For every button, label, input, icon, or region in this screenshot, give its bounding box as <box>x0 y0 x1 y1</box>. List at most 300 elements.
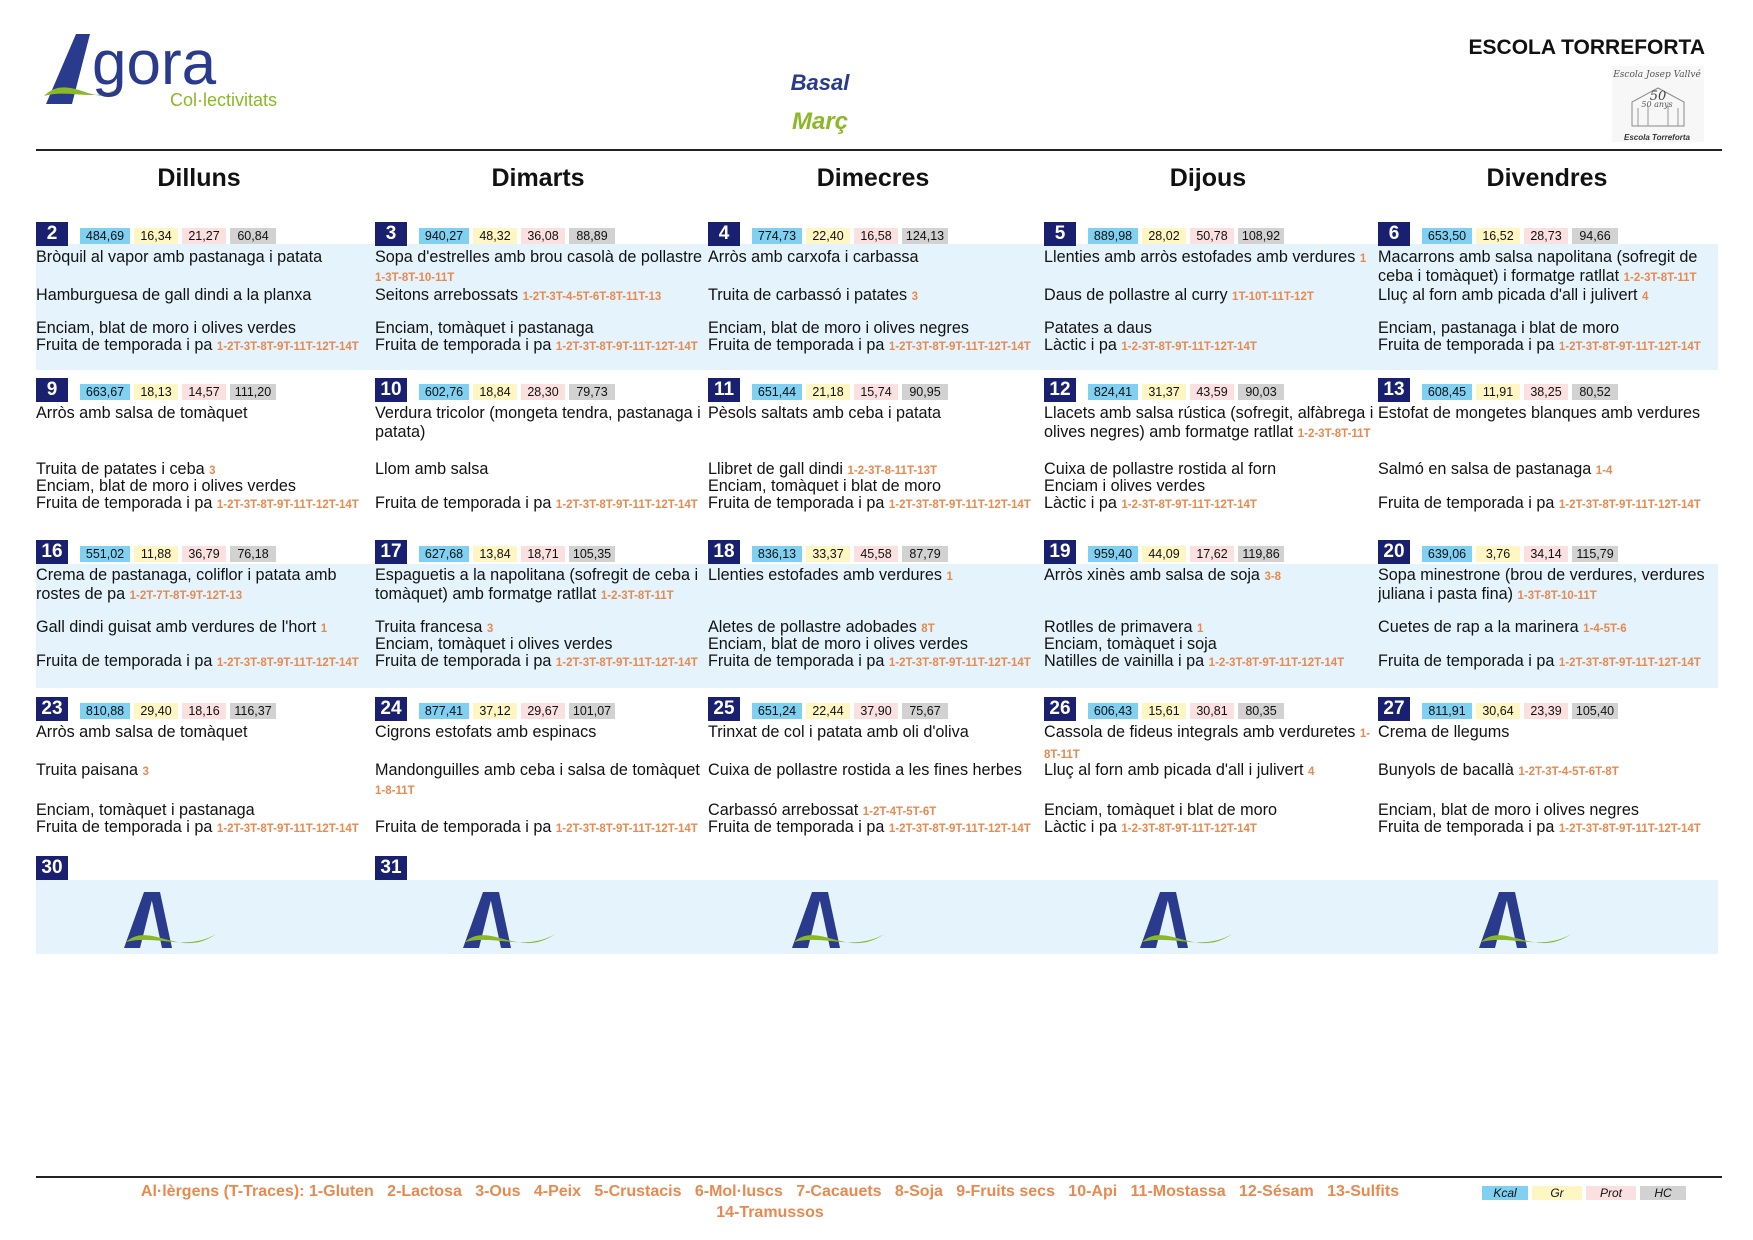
dish-allergens: 1-8T-11T <box>1044 728 1371 761</box>
dish-name: Enciam, blat de moro i olives verdes <box>708 635 969 653</box>
fat-value: 11,88 <box>134 546 178 562</box>
dish-name: Fruita de temporada i pa <box>375 652 552 670</box>
protein-value: 50,78 <box>1190 228 1234 244</box>
dish-item <box>375 723 707 744</box>
dish-name: Fruita de temporada i pa <box>708 494 885 512</box>
dish-allergens: 4 <box>1642 291 1649 303</box>
dish-name: Làctic i pa <box>1044 494 1117 512</box>
fat-value: 22,44 <box>806 703 850 719</box>
dish-name: Hamburguesa de gall dindi a la planxa <box>36 286 312 304</box>
dish-allergens: 1-2-3T-8T-11T <box>1623 272 1697 284</box>
dish-name: Llenties estofades amb verdures <box>708 566 942 584</box>
dish-name: Enciam, tomàquet i blat de moro <box>1044 801 1278 819</box>
allergen-legend-line2: 14-Tramussos <box>716 1204 824 1221</box>
protein-value: 17,62 <box>1190 546 1234 562</box>
kcal-value: 627,68 <box>419 546 469 562</box>
dish-item <box>375 460 707 481</box>
carbs-value: 119,86 <box>1238 546 1284 562</box>
dish-item <box>708 494 1040 515</box>
dish-item <box>1378 286 1710 307</box>
carbs-value: 111,20 <box>230 384 276 400</box>
dish-allergens: 1-2T-3T-8T-9T-11T-12T-14T <box>1558 657 1701 669</box>
day-number: 19 <box>1044 540 1076 564</box>
dish-item <box>1378 404 1710 425</box>
kcal-value: 810,88 <box>80 703 130 719</box>
dish-allergens: 1 <box>1196 623 1204 635</box>
protein-value: 34,14 <box>1524 546 1568 562</box>
dish-name: Gall dindi guisat amb verdures de l'hort <box>36 618 317 636</box>
dish-allergens: 1-2T-3T-8T-9T-11T-12T-14T <box>1558 341 1701 353</box>
diet-type: Basal <box>790 70 850 95</box>
carbs-value: 90,03 <box>1238 384 1284 400</box>
day-header-wednesday: Dimecres <box>816 164 930 192</box>
protein-value: 38,25 <box>1524 384 1568 400</box>
day-cell <box>36 856 368 882</box>
dish-name: Lluç al forn amb picada d'all i julivert <box>1044 761 1304 779</box>
dish-item <box>375 336 707 357</box>
dish-allergens: 1-2T-3T-8T-9T-11T-12T-14T <box>555 341 698 353</box>
legend-hc: HC <box>1640 1186 1686 1200</box>
dish-name: Enciam, tomàquet i blat de moro <box>708 477 942 495</box>
dish-allergens: 1-2-3T-8T-9T-11T-12T-14T <box>1121 341 1257 353</box>
dish-name: Fruita de temporada i pa <box>375 818 552 836</box>
dish-allergens: 1-2T-3T-8T-9T-11T-12T-14T <box>888 657 1031 669</box>
day-number: 24 <box>375 697 407 721</box>
dish-name: Cuixa de pollastre rostida al forn <box>1044 460 1277 478</box>
dish-item <box>1378 723 1710 744</box>
protein-value: 30,81 <box>1190 703 1234 719</box>
dish-allergens: 1-2-3T-8T-9T-11T-12T-14T <box>1208 657 1345 669</box>
allergen-legend-line1: Al·lèrgens (T-Traces): 1-Gluten 2-Lactosa 3-Ous 4-Peix 5-Crustacis 6-Mol·luscs 7-Cacauets 8-Soja 9-Fruits secs 10-Api 11-Mostassa 12-Sésam 13-Sulfits <box>140 1183 1400 1200</box>
dish-allergens: 1-2-3T-8T-11T <box>600 590 674 602</box>
kcal-value: 940,27 <box>419 228 469 244</box>
dish-name: Fruita de temporada i pa <box>375 336 552 354</box>
dish-item <box>1044 286 1376 307</box>
dish-name: Enciam, tomàquet i soja <box>1044 635 1217 653</box>
protein-value: 21,27 <box>182 228 226 244</box>
day-number: 23 <box>36 697 68 721</box>
protein-value: 23,39 <box>1524 703 1568 719</box>
dish-item <box>1378 818 1710 839</box>
dish-name: Enciam, blat de moro i olives verdes <box>36 477 297 495</box>
dish-item <box>708 761 1040 782</box>
dish-name: Natilles de vainilla i pa <box>1044 652 1205 670</box>
dish-name: Truita francesa <box>375 618 483 636</box>
dish-item <box>1378 618 1710 639</box>
dish-name: Enciam, tomàquet i pastanaga <box>36 801 255 819</box>
agora-logo-icon <box>120 890 230 952</box>
agora-logo-icon <box>788 890 898 952</box>
carbs-value: 115,79 <box>1572 546 1618 562</box>
dish-item <box>1044 336 1376 357</box>
dish-name: Sopa d'estrelles amb brou casolà de pollastre <box>375 248 703 266</box>
carbs-value: 116,37 <box>230 703 276 719</box>
dish-name: Fruita de temporada i pa <box>1378 818 1555 836</box>
fat-value: 37,12 <box>473 703 517 719</box>
agora-logo-icon <box>1136 890 1246 952</box>
day-number: 27 <box>1378 697 1410 721</box>
fat-value: 33,37 <box>806 546 850 562</box>
dish-item <box>708 248 1040 269</box>
dish-name: Truita paisana <box>36 761 138 779</box>
dish-name: Carbassó arrebossat <box>708 801 859 819</box>
dish-name: Crema de llegums <box>1378 723 1510 741</box>
dish-name: Fruita de temporada i pa <box>36 336 213 354</box>
day-cell <box>1044 378 1376 530</box>
dish-item <box>708 566 1040 587</box>
month-title: Març <box>791 108 849 135</box>
day-number: 13 <box>1378 378 1410 402</box>
fat-value: 28,02 <box>1142 228 1186 244</box>
kcal-value: 959,40 <box>1088 546 1138 562</box>
day-number: 16 <box>36 540 68 564</box>
day-number: 10 <box>375 378 407 402</box>
day-cell <box>1378 378 1710 530</box>
dish-allergens: 1-2-3T-8T-9T-11T-12T-14T <box>1121 499 1257 511</box>
kcal-value: 651,44 <box>752 384 802 400</box>
fat-value: 18,13 <box>134 384 178 400</box>
dish-allergens: 8T <box>921 623 935 635</box>
day-cell <box>375 856 707 882</box>
svg-text:50: 50 <box>1649 89 1667 104</box>
dish-item <box>375 404 707 444</box>
dish-name: Lluç al forn amb picada d'all i julivert <box>1378 286 1638 304</box>
dish-name: Enciam, pastanaga i blat de moro <box>1378 319 1620 337</box>
dish-name: Arròs amb carxofa i carbassa <box>708 248 919 266</box>
dish-name: Fruita de temporada i pa <box>708 818 885 836</box>
dish-item <box>708 723 1040 744</box>
dish-name: Estofat de mongetes blanques amb verdures <box>1378 404 1701 422</box>
day-number: 30 <box>36 856 68 880</box>
dish-name: Seitons arrebossats <box>375 286 519 304</box>
dish-item <box>375 818 707 839</box>
dish-item <box>1044 723 1376 765</box>
dish-item <box>1378 460 1710 481</box>
legend-kcal: Kcal <box>1482 1186 1528 1200</box>
dish-item <box>375 286 707 307</box>
fat-value: 13,84 <box>473 546 517 562</box>
protein-value: 43,59 <box>1190 384 1234 400</box>
dish-name: Arròs xinès amb salsa de soja <box>1044 566 1260 584</box>
dish-item <box>375 761 707 801</box>
dish-name: Fruita de temporada i pa <box>1378 336 1555 354</box>
dish-allergens: 1-2T-3T-8T-9T-11T-12T-14T <box>216 499 359 511</box>
dish-name: Làctic i pa <box>1044 336 1117 354</box>
svg-text:gora: gora <box>92 32 217 98</box>
dish-allergens: 3-8 <box>1264 571 1282 583</box>
dish-name: Sopa minestrone (brou de verdures, verdures juliana i pasta fina) <box>1378 566 1705 603</box>
dish-allergens: 1-2T-7T-8T-9T-12T-13 <box>129 590 243 602</box>
kcal-value: 606,43 <box>1088 703 1138 719</box>
dish-name: Làctic i pa <box>1044 818 1117 836</box>
day-number: 18 <box>708 540 740 564</box>
dish-name: Cassola de fideus integrals amb verduretes <box>1044 723 1356 741</box>
dish-allergens: 1-8-11T <box>375 785 415 797</box>
day-cell <box>36 540 368 692</box>
protein-value: 18,16 <box>182 703 226 719</box>
kcal-value: 602,76 <box>419 384 469 400</box>
dish-item <box>36 618 368 639</box>
dish-item <box>1378 652 1710 673</box>
seal-age: 50 anys <box>1641 100 1673 109</box>
dish-item <box>1044 404 1376 444</box>
dish-allergens: 1-2T-3T-8T-9T-11T-12T-14T <box>555 823 698 835</box>
fat-value: 44,09 <box>1142 546 1186 562</box>
protein-value: 28,73 <box>1524 228 1568 244</box>
dish-name: Truita de patates i ceba <box>36 460 205 478</box>
day-cell <box>708 222 1040 374</box>
carbs-value: 79,73 <box>569 384 615 400</box>
dish-name: Llacets amb salsa rústica (sofregit, alfàbrega i olives negres) amb formatge ratllat <box>1044 404 1374 441</box>
dish-name: Fruita de temporada i pa <box>1378 494 1555 512</box>
dish-name: Daus de pollastre al curry <box>1044 286 1228 304</box>
dish-item <box>708 818 1040 839</box>
fat-value: 16,52 <box>1476 228 1520 244</box>
kcal-value: 551,02 <box>80 546 130 562</box>
day-cell <box>375 222 707 374</box>
dish-name: Cigrons estofats amb espinacs <box>375 723 597 741</box>
day-header-monday: Dilluns <box>157 164 241 192</box>
dish-name: Mandonguilles amb ceba i salsa de tomàquet <box>375 761 700 779</box>
dish-name: Trinxat de col i patata amb oli d'oliva <box>708 723 969 741</box>
dish-name: Enciam i olives verdes <box>1044 477 1206 495</box>
dish-name: Enciam, tomàquet i pastanaga <box>375 319 594 337</box>
dish-allergens: 1-2T-3T-8T-9T-11T-12T-14T <box>1558 499 1701 511</box>
day-cell <box>375 697 707 849</box>
kcal-value: 663,67 <box>80 384 130 400</box>
carbs-value: 124,13 <box>902 228 948 244</box>
school-name: ESCOLA TORREFORTA <box>1468 36 1705 59</box>
dish-allergens: 1-2-3T-8T-11T <box>1297 428 1371 440</box>
carbs-value: 88,89 <box>569 228 615 244</box>
day-header-friday: Divendres <box>1486 164 1608 192</box>
dish-item <box>1378 494 1710 515</box>
day-cell <box>1044 540 1376 692</box>
dish-name: Fruita de temporada i pa <box>708 336 885 354</box>
legend-prot: Prot <box>1586 1186 1636 1200</box>
dish-name: Enciam, blat de moro i olives verdes <box>36 319 297 337</box>
day-cell <box>1044 222 1376 374</box>
dish-item <box>708 336 1040 357</box>
carbs-value: 80,35 <box>1238 703 1284 719</box>
protein-value: 36,08 <box>521 228 565 244</box>
brand-subtitle: Col·lectivitats <box>170 90 278 110</box>
dish-allergens: 1-2T-3T-8T-9T-11T-12T-14T <box>888 499 1031 511</box>
fat-value: 15,61 <box>1142 703 1186 719</box>
day-cell <box>1378 697 1710 849</box>
legend-gr: Gr <box>1532 1186 1582 1200</box>
dish-name: Espaguetis a la napolitana (sofregit de ceba i tomàquet) amb formatge ratllat <box>375 566 699 603</box>
dish-item <box>36 286 368 307</box>
day-cell <box>36 697 368 849</box>
day-number: 6 <box>1378 222 1410 246</box>
kcal-value: 651,24 <box>752 703 802 719</box>
day-number: 9 <box>36 378 68 402</box>
dish-item <box>708 404 1040 425</box>
kcal-value: 608,45 <box>1422 384 1472 400</box>
kcal-value: 889,98 <box>1088 228 1138 244</box>
dish-name: Pèsols saltats amb ceba i patata <box>708 404 942 422</box>
protein-value: 29,67 <box>521 703 565 719</box>
kcal-value: 824,41 <box>1088 384 1138 400</box>
day-cell <box>708 378 1040 530</box>
kcal-value: 639,06 <box>1422 546 1472 562</box>
kcal-value: 877,41 <box>419 703 469 719</box>
carbs-value: 90,95 <box>902 384 948 400</box>
carbs-value: 105,35 <box>569 546 615 562</box>
dish-item <box>36 336 368 357</box>
carbs-value: 94,66 <box>1572 228 1618 244</box>
dish-item <box>1044 566 1376 587</box>
dish-item <box>708 652 1040 673</box>
dish-allergens: 1T-10T-11T-12T <box>1232 291 1314 303</box>
dish-name: Verdura tricolor (mongeta tendra, pastanaga i patata) <box>375 404 701 441</box>
dish-item <box>36 723 368 744</box>
dish-allergens: 3 <box>911 291 919 303</box>
kcal-value: 774,73 <box>752 228 802 244</box>
dish-allergens: 1-2T-3T-8T-9T-11T-12T-14T <box>216 657 359 669</box>
carbs-value: 105,40 <box>1572 703 1618 719</box>
dish-name: Fruita de temporada i pa <box>1378 652 1555 670</box>
dish-allergens: 1-2T-3T-8T-9T-11T-12T-14T <box>216 341 359 353</box>
day-number: 17 <box>375 540 407 564</box>
dish-item <box>1044 494 1376 515</box>
day-number: 12 <box>1044 378 1076 402</box>
dish-name: Arròs amb salsa de tomàquet <box>36 723 248 741</box>
allergen-legend <box>60 1181 1480 1223</box>
day-number: 26 <box>1044 697 1076 721</box>
dish-item <box>36 404 368 425</box>
agora-logo-icon <box>459 890 569 952</box>
day-number: 20 <box>1378 540 1410 564</box>
protein-value: 14,57 <box>182 384 226 400</box>
carbs-value: 80,52 <box>1572 384 1618 400</box>
dish-allergens: 1-2T-4T-5T-6T <box>862 806 937 818</box>
dish-name: Fruita de temporada i pa <box>708 652 885 670</box>
dish-name: Patates a daus <box>1044 319 1152 337</box>
kcal-value: 653,50 <box>1422 228 1472 244</box>
dish-name: Enciam, tomàquet i olives verdes <box>375 635 613 653</box>
protein-value: 36,79 <box>182 546 226 562</box>
agora-logo <box>40 28 300 118</box>
dish-name: Bròquil al vapor amb pastanaga i patata <box>36 248 323 266</box>
dish-name: Fruita de temporada i pa <box>36 494 213 512</box>
dish-allergens: 3 <box>209 465 216 477</box>
protein-value: 45,58 <box>854 546 898 562</box>
protein-value: 15,74 <box>854 384 898 400</box>
carbs-value: 101,07 <box>569 703 615 719</box>
fat-value: 3,76 <box>1476 546 1520 562</box>
fat-value: 22,40 <box>806 228 850 244</box>
dish-item <box>375 494 707 515</box>
dish-name: Llom amb salsa <box>375 460 489 478</box>
dish-item <box>36 652 368 673</box>
dish-item <box>708 286 1040 307</box>
day-cell <box>1378 540 1710 692</box>
kcal-value: 484,69 <box>80 228 130 244</box>
dish-name: Fruita de temporada i pa <box>375 494 552 512</box>
day-header-tuesday: Dimarts <box>491 164 585 192</box>
protein-value: 16,58 <box>854 228 898 244</box>
fat-value: 21,18 <box>806 384 850 400</box>
dish-name: Enciam, blat de moro i olives negres <box>1378 801 1639 819</box>
dish-allergens: 1-2T-3T-4-5T-6T-8T-11T-13 <box>522 291 662 303</box>
dish-allergens: 1-2-3T-8-11T-13T <box>847 465 937 477</box>
dish-name: Rotlles de primavera <box>1044 618 1193 636</box>
dish-name: Bunyols de bacallà <box>1378 761 1514 779</box>
day-cell <box>36 378 368 530</box>
dish-name: Cuixa de pollastre rostida a les fines herbes <box>708 761 1023 779</box>
protein-value: 37,90 <box>854 703 898 719</box>
dish-allergens: 1 <box>1359 253 1367 265</box>
day-number: 5 <box>1044 222 1076 246</box>
dish-name: Crema de pastanaga, coliflor i patata amb rostes de pa <box>36 566 337 603</box>
dish-allergens: 4 <box>1308 766 1315 778</box>
fat-value: 30,64 <box>1476 703 1520 719</box>
carbs-value: 75,67 <box>902 703 948 719</box>
dish-name: Llenties amb arròs estofades amb verdures <box>1044 248 1356 266</box>
kcal-value: 836,13 <box>752 546 802 562</box>
fat-value: 16,34 <box>134 228 178 244</box>
dish-name: Macarrons amb salsa napolitana (sofregit de ceba i tomàquet) i formatge ratllat <box>1378 248 1698 285</box>
seal-caption-bottom: Escola Torreforta <box>1624 133 1690 142</box>
dish-item <box>1044 761 1376 782</box>
protein-value: 28,30 <box>521 384 565 400</box>
agora-logo-icon <box>1475 890 1585 952</box>
day-number: 2 <box>36 222 68 246</box>
dish-allergens: 1-2T-3T-8T-9T-11T-12T-14T <box>888 341 1031 353</box>
carbs-value: 108,92 <box>1238 228 1284 244</box>
protein-value: 18,71 <box>521 546 565 562</box>
dish-item <box>36 494 368 515</box>
dish-allergens: 1-3T-8T-10-11T <box>1517 590 1597 602</box>
fat-value: 48,32 <box>473 228 517 244</box>
day-cell <box>708 697 1040 849</box>
dish-allergens: 1-3T-8T-10-11T <box>375 272 455 284</box>
dish-item <box>375 652 707 673</box>
dish-allergens: 1-4 <box>1595 465 1613 477</box>
fat-value: 31,37 <box>1142 384 1186 400</box>
dish-item <box>1044 652 1376 673</box>
dish-item <box>1044 818 1376 839</box>
dish-item <box>1044 248 1376 269</box>
dish-name: Truita de carbassó i patates <box>708 286 908 304</box>
day-number: 31 <box>375 856 407 880</box>
day-number: 25 <box>708 697 740 721</box>
day-cell <box>1378 222 1710 374</box>
dish-item <box>36 818 368 839</box>
day-number: 4 <box>708 222 740 246</box>
dish-item <box>1378 761 1710 782</box>
dish-allergens: 3 <box>486 623 494 635</box>
day-cell <box>1044 697 1376 849</box>
dish-allergens: 1 <box>946 571 953 583</box>
dish-allergens: 1-2T-3T-8T-9T-11T-12T-14T <box>216 823 359 835</box>
dish-name: Arròs amb salsa de tomàquet <box>36 404 248 422</box>
day-number: 11 <box>708 378 740 402</box>
dish-allergens: 1-2-3T-8T-9T-11T-12T-14T <box>1121 823 1257 835</box>
day-cell <box>375 540 707 692</box>
dish-allergens: 1-2T-3T-8T-9T-11T-12T-14T <box>555 657 698 669</box>
dish-item <box>36 248 368 269</box>
dish-allergens: 1 <box>320 623 328 635</box>
dish-item <box>375 566 707 606</box>
dish-name: Aletes de pollastre adobades <box>708 618 917 636</box>
day-header-thursday: Dijous <box>1169 164 1247 192</box>
dish-name: Llibret de gall dindi <box>708 460 843 478</box>
dish-name: Fruita de temporada i pa <box>36 652 213 670</box>
dish-allergens: 1-2T-3T-8T-9T-11T-12T-14T <box>555 499 698 511</box>
